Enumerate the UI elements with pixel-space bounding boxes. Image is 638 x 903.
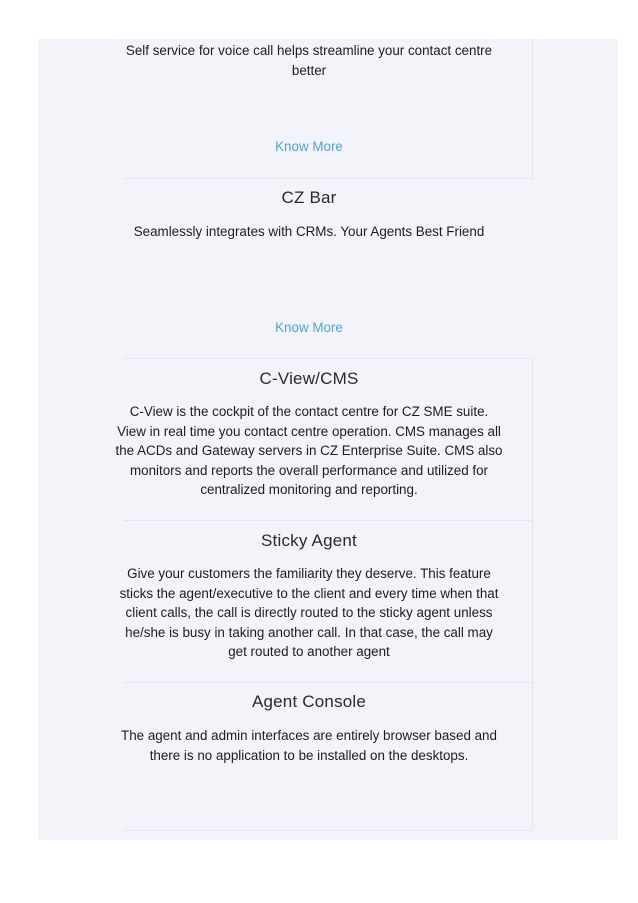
know-more-link[interactable]: Know More: [275, 139, 343, 154]
feature-card-agent-console: [85, 691, 533, 713]
feature-card-voice-self-service: [85, 41, 533, 80]
feature-card-sticky-agent: [85, 530, 533, 552]
feature-title: Agent Console: [251, 692, 367, 711]
feature-description: Seamlessly integrates with CRMs. Your Agents Best Friend: [133, 224, 485, 239]
feature-description: The agent and admin interfaces are entirely browser based and there is no application to be installed on the desktops.: [121, 728, 497, 763]
divider: [123, 520, 533, 521]
feature-description-row: [85, 726, 533, 765]
feature-title: C-View/CMS: [259, 369, 359, 388]
feature-description: Self service for voice call helps streamline your contact centre better: [125, 43, 493, 78]
feature-description-row: [85, 222, 533, 242]
feature-description: C-View is the cockpit of the contact centre for CZ SME suite. View in real time you contact centre operation. CMS manages all the ACDs and Gateway servers in CZ Enterprise Suite. CMS also monitors and reports the overall performance and utilized for centralized monitoring and reporting.: [115, 404, 503, 498]
feature-card-cz-bar: [85, 187, 533, 209]
feature-description-row: [85, 564, 533, 662]
feature-description: Give your customers the familiarity they deserve. This feature sticks the agent/executive to the client and every time when that client calls, the call is directly routed to the sticky agent unless he/she is busy in taking another call. In that case, the call may get routed to another agent: [119, 566, 499, 660]
divider: [123, 682, 533, 683]
feature-title: CZ Bar: [281, 188, 337, 207]
know-more-row: [85, 138, 533, 156]
know-more-link[interactable]: Know More: [275, 320, 343, 335]
divider: [123, 830, 533, 831]
divider: [123, 178, 533, 179]
feature-description-row: [85, 402, 533, 500]
feature-title: Sticky Agent: [261, 531, 357, 550]
know-more-row: [85, 319, 533, 337]
feature-card-c-view-cms: [85, 368, 533, 390]
divider: [123, 358, 533, 359]
